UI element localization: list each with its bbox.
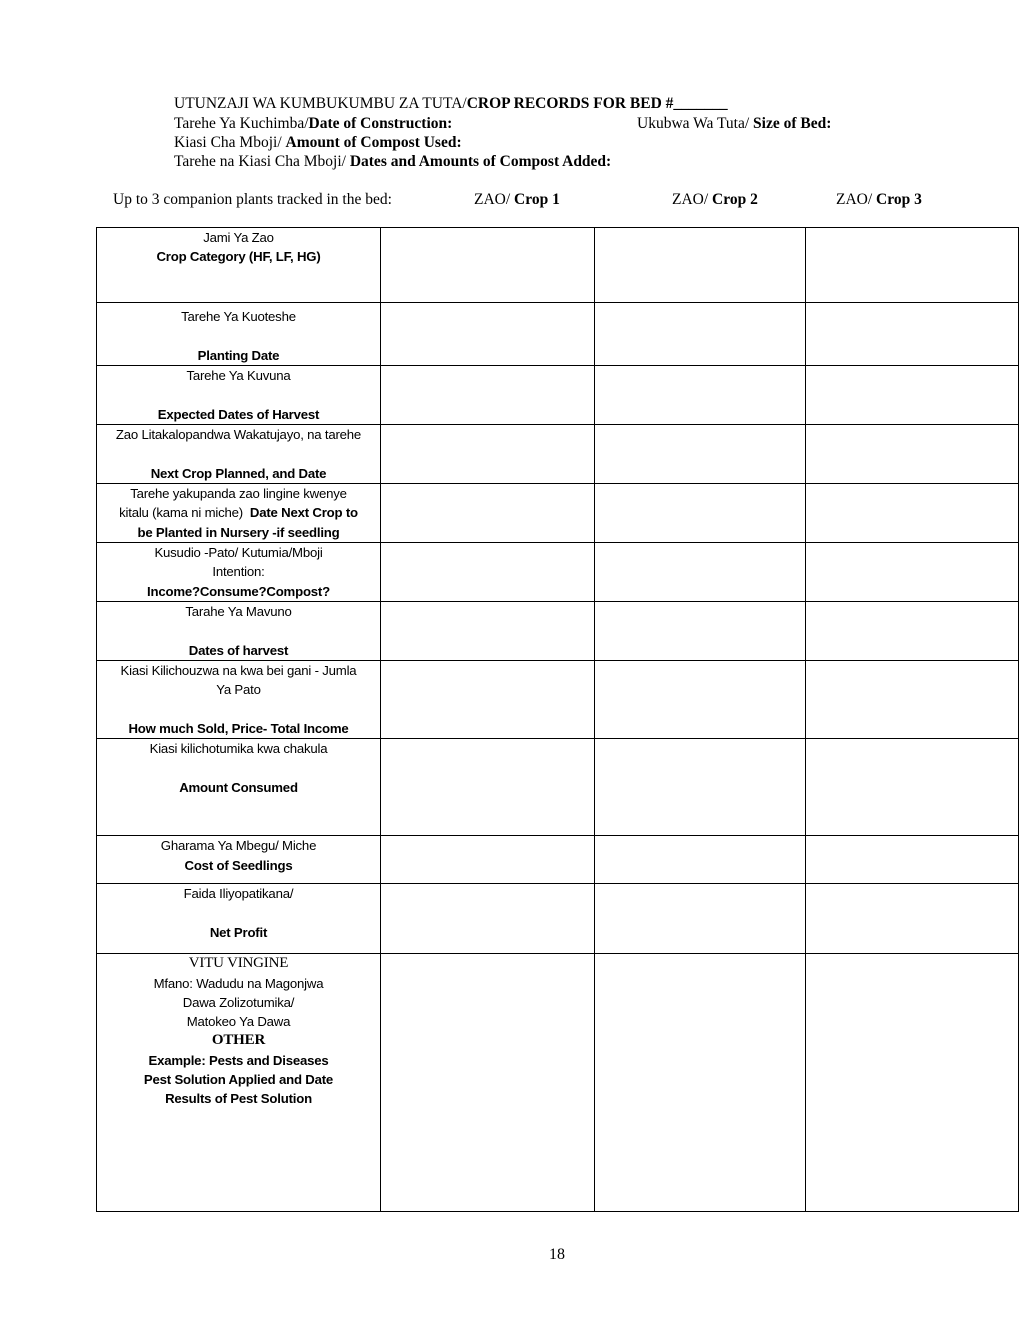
label-en-suffix: (HF, LF, HG) (245, 249, 321, 265)
crop-1-cell[interactable] (381, 366, 595, 425)
label-en-3: Results of Pest Solution (165, 1091, 312, 1107)
form-title (174, 94, 728, 113)
compost-amount-sw: Kiasi Cha Mboji/ (174, 134, 286, 151)
crop-3-cell[interactable] (806, 543, 1019, 602)
crop-3-heading (836, 191, 922, 209)
label-en-2: Income?Consume?Compost? (147, 583, 330, 599)
row-label (97, 884, 381, 954)
compost-amount-label (174, 133, 462, 152)
label-en: Expected Dates of Harvest (157, 406, 320, 422)
construction-date-en: Date of Construction: (308, 115, 453, 132)
crop-3-sw: ZAO/ (836, 191, 877, 208)
crop-2-cell[interactable] (595, 954, 806, 1212)
label-en: Amount Consumed (179, 779, 298, 795)
compost-dates-label (174, 152, 611, 171)
label-en: Net Profit (209, 924, 268, 940)
crop-1-cell[interactable] (381, 661, 595, 739)
crop-3-cell[interactable] (806, 884, 1019, 954)
table-row-net-profit (97, 884, 1019, 954)
crop-2-cell[interactable] (595, 836, 806, 884)
label-en: Date Next Crop to (249, 505, 358, 521)
crop-2-en: Crop 2 (712, 191, 758, 208)
table-row-seedling-cost (97, 836, 1019, 884)
label-en: Cost of Seedlings (184, 857, 293, 873)
crop-1-cell[interactable] (381, 602, 595, 661)
compost-amount-en: Amount of Compost Used: (285, 134, 462, 151)
table-row-sold-income (97, 661, 1019, 739)
table-row-nursery-date (97, 484, 1019, 543)
crop-1-cell[interactable] (381, 303, 595, 366)
crop-3-cell[interactable] (806, 954, 1019, 1212)
label-sw-title: VITU VINGINE (188, 955, 289, 972)
label-sw: Kusudio -Pato/ Kutumia/Mboji (154, 545, 323, 561)
label-sw: Gharama Ya Mbegu/ Miche (160, 838, 317, 854)
crop-3-cell[interactable] (806, 602, 1019, 661)
label-en: Next Crop Planned, and Date (150, 465, 327, 481)
crop-2-cell[interactable] (595, 366, 806, 425)
row-label (97, 366, 381, 425)
label-sw: Tarehe Ya Kuvuna (186, 368, 291, 384)
crop-1-cell[interactable] (381, 484, 595, 543)
label-sw-2: Dawa Zolizotumika/ (182, 994, 295, 1010)
row-label (97, 543, 381, 602)
bed-size-en: Size of Bed: (753, 115, 832, 132)
compost-dates-en: Dates and Amounts of Compost Added: (349, 153, 612, 170)
crop-2-cell[interactable] (595, 543, 806, 602)
crop-3-en: Crop 3 (876, 191, 922, 208)
label-sw: Tarahe Ya Mavuno (185, 604, 292, 620)
crop-1-cell[interactable] (381, 228, 595, 303)
crop-1-cell[interactable] (381, 836, 595, 884)
crop-1-cell[interactable] (381, 739, 595, 836)
crop-1-cell[interactable] (381, 425, 595, 484)
label-sw-3: Matokeo Ya Dawa (186, 1014, 291, 1030)
crop-records-table (96, 227, 1019, 1212)
crop-1-cell[interactable] (381, 884, 595, 954)
table-row-planting-date (97, 303, 1019, 366)
label-en-title: OTHER (211, 1032, 266, 1049)
label-en: Intention: (212, 564, 265, 580)
row-label (97, 425, 381, 484)
row-label (97, 739, 381, 836)
label-sw: Jami Ya Zao (203, 230, 274, 245)
label-en-2: be Planted in Nursery -if seedling (137, 524, 340, 540)
crop-3-cell[interactable] (806, 425, 1019, 484)
crop-2-cell[interactable] (595, 425, 806, 484)
table-row-harvest-dates (97, 602, 1019, 661)
label-sw: Tarehe yakupanda zao lingine kwenye (130, 486, 347, 502)
crop-3-cell[interactable] (806, 484, 1019, 543)
companion-plants-intro: Up to 3 companion plants tracked in the bed: (113, 191, 392, 208)
crop-2-cell[interactable] (595, 739, 806, 836)
page-number: 18 (549, 1246, 565, 1263)
label-sw: Kiasi kilichotumika kwa chakula (149, 741, 328, 757)
crop-3-cell[interactable] (806, 836, 1019, 884)
label-en: Example: Pests and Diseases (148, 1052, 329, 1068)
crop-2-cell[interactable] (595, 303, 806, 366)
crop-2-sw: ZAO/ (672, 191, 713, 208)
construction-date-label (174, 114, 452, 133)
row-label (97, 228, 381, 303)
label-en-2: Pest Solution Applied and Date (143, 1072, 334, 1088)
label-sw: Tarehe Ya Kuoteshe (181, 309, 296, 325)
row-label (97, 836, 381, 884)
crop-2-cell[interactable] (595, 661, 806, 739)
compost-dates-sw: Tarehe na Kiasi Cha Mboji/ (174, 153, 350, 170)
crop-3-cell[interactable] (806, 228, 1019, 303)
crop-1-cell[interactable] (381, 543, 595, 602)
crop-1-heading (474, 191, 560, 209)
label-sw: Kiasi Kilichouzwa na kwa bei gani - Jumla (120, 663, 357, 679)
label-sw: Faida Iliyopatikana/ (183, 886, 294, 902)
row-label (97, 602, 381, 661)
row-label (97, 661, 381, 739)
form-title-en: CROP RECORDS FOR BED #_______ (466, 95, 728, 112)
label-sw: Zao Litakalopandwa Wakatujayo, na tarehe (115, 427, 362, 443)
label-sw: Mfano: Wadudu na Magonjwa (153, 975, 324, 991)
crop-3-cell[interactable] (806, 739, 1019, 836)
crop-3-cell[interactable] (806, 366, 1019, 425)
label-en: Dates of harvest (188, 642, 289, 658)
table-row-intention (97, 543, 1019, 602)
crop-1-sw: ZAO/ (474, 191, 515, 208)
crop-3-cell[interactable] (806, 303, 1019, 366)
row-label (97, 303, 381, 366)
label-en: Planting Date (197, 347, 280, 363)
label-sw-2: kitalu (kama ni miche) (119, 505, 243, 521)
crop-2-cell[interactable] (595, 228, 806, 303)
table-row-next-crop (97, 425, 1019, 484)
label-en: Crop Category (156, 249, 246, 265)
crop-2-heading (672, 191, 758, 209)
crop-2-cell[interactable] (595, 884, 806, 954)
label-sw-2: Ya Pato (216, 682, 261, 698)
crop-2-cell[interactable] (595, 602, 806, 661)
form-title-sw: UTUNZAJI WA KUMBUKUMBU ZA TUTA/ (174, 95, 467, 112)
label-en: How much Sold, Price- Total Income (128, 720, 349, 736)
table-row-expected-harvest (97, 366, 1019, 425)
table-row-amount-consumed (97, 739, 1019, 836)
row-label (97, 954, 381, 1212)
bed-size-sw: Ukubwa Wa Tuta/ (637, 115, 754, 132)
crop-1-cell[interactable] (381, 954, 595, 1212)
table-row-crop-category (97, 228, 1019, 303)
construction-date-sw: Tarehe Ya Kuchimba/ (174, 115, 309, 132)
row-label (97, 484, 381, 543)
crop-1-en: Crop 1 (514, 191, 560, 208)
bed-size-label (637, 114, 831, 133)
crop-2-cell[interactable] (595, 484, 806, 543)
table-row-other (97, 954, 1019, 1212)
crop-3-cell[interactable] (806, 661, 1019, 739)
